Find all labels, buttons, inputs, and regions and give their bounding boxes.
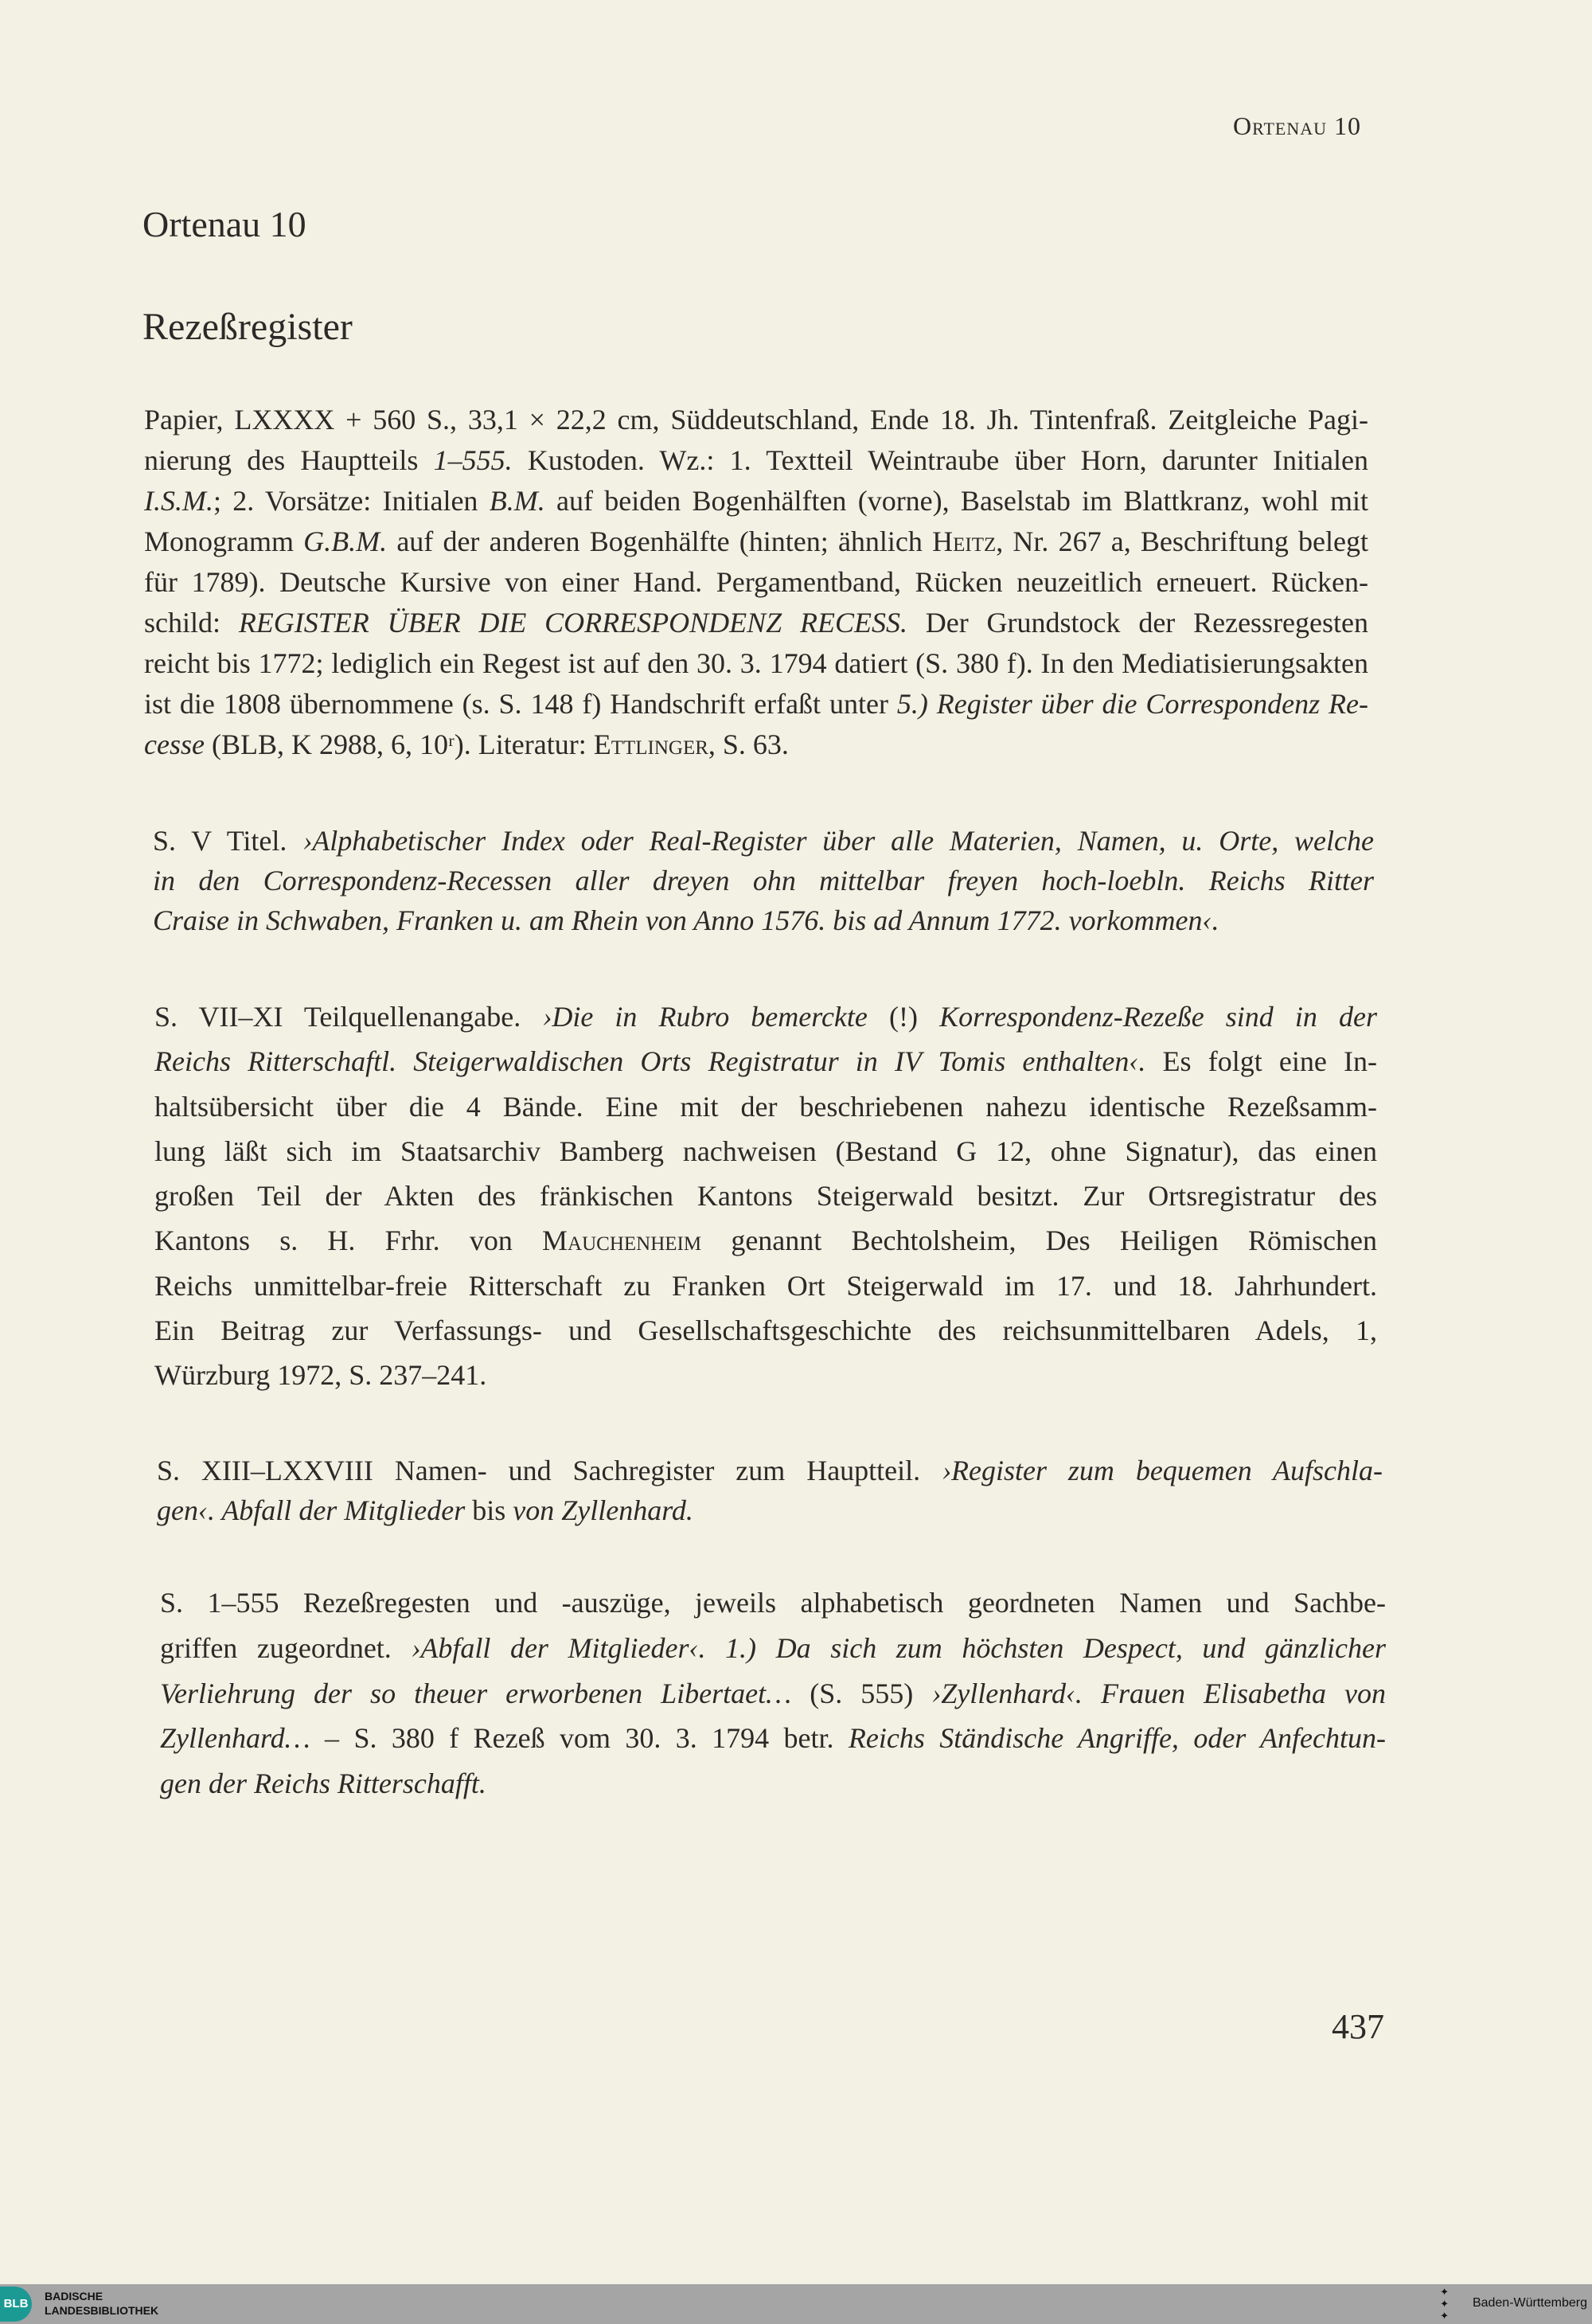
- library-name-line-1: BADISCHE: [45, 2290, 103, 2303]
- page-number: 437: [1332, 2007, 1384, 2046]
- italic-text: in den Correspondenz-Recessen aller dreyen ohn mittelbar freyen hoch-loebln. Reichs Ritter: [153, 865, 1374, 896]
- italic-text: Reichs Ritterschaftl. Steigerwaldischen Orts Registratur in IV Tomis enthalten‹.: [154, 1045, 1146, 1078]
- text-line: [144, 643, 1368, 684]
- italic-text: von Zyllenhard.: [513, 1494, 693, 1526]
- text-line: [154, 1129, 1377, 1174]
- text-line: [144, 481, 1368, 521]
- text-segment: (!): [867, 1001, 940, 1033]
- text-segment: (S. 555): [791, 1677, 932, 1709]
- text-line: [153, 821, 1374, 861]
- text-line: [144, 562, 1368, 603]
- register-paragraph: [157, 1451, 1383, 1530]
- text-segment: Kantons s. H. Frhr. von: [154, 1224, 543, 1257]
- text-line: [144, 521, 1368, 562]
- regesten-paragraph: [160, 1580, 1386, 1806]
- italic-text: Verliehrung der so theuer erworbenen Libertaet…: [160, 1677, 792, 1709]
- text-segment: S. V Titel.: [153, 825, 303, 857]
- text-segment: Monogramm: [144, 525, 304, 557]
- text-segment: genannt Bechtolsheim, Des Heiligen Römischen: [701, 1224, 1377, 1257]
- text-line: [154, 1084, 1377, 1129]
- text-segment: nierung des Hauptteils: [144, 444, 434, 476]
- text-segment: schild:: [144, 607, 239, 639]
- text-segment: (BLB, K 2988, 6, 10ʳ). Literatur:: [204, 728, 594, 760]
- italic-text: Korrespondenz-Rezeße sind in der: [939, 1001, 1377, 1033]
- text-line: [144, 725, 1368, 765]
- italic-text: ›Die in Rubro bemerckte: [542, 1001, 868, 1033]
- text-line: [144, 684, 1368, 725]
- text-line: [144, 440, 1368, 481]
- italic-text: ›Register zum bequemen Aufschla-: [942, 1455, 1383, 1486]
- running-head: Ortenau 10: [1232, 111, 1361, 140]
- text-line: [144, 400, 1368, 440]
- text-line: [154, 1353, 1377, 1397]
- text-segment: reicht bis 1772; lediglich ein Regest ist auf den 30. 3. 1794 datiert (S. 380 f). In den Mediatisierungsakten: [144, 647, 1368, 679]
- text-segment: , Nr. 267 a, Beschriftung belegt: [996, 525, 1368, 557]
- blb-logo-icon[interactable]: BLB: [0, 2287, 32, 2322]
- text-segment: Es folgt eine In-: [1145, 1045, 1378, 1078]
- text-segment: Kustoden. Wz.: 1. Textteil Weintraube über Horn, darunter Initialen: [512, 444, 1368, 476]
- text-line: [160, 1716, 1386, 1761]
- library-name: [45, 2289, 158, 2318]
- italic-text: ›Zyllenhard‹. Frauen Elisabetha von: [931, 1677, 1387, 1709]
- italic-text: 5.) Register über die Correspondenz Re-: [896, 688, 1368, 720]
- text-line: [154, 1174, 1377, 1218]
- text-segment: Reichs unmittelbar-freie Ritterschaft zu Franken Ort Steigerwald im 17. und 18. Jahrhundert.: [154, 1269, 1377, 1302]
- text-segment: großen Teil der Akten des fränkischen Kantons Steigerwald besitzt. Zur Ortsregistratur des: [154, 1180, 1377, 1213]
- italic-text: B.M.: [489, 485, 545, 517]
- description-paragraph: [144, 400, 1368, 765]
- smallcaps-text: Mauchenheim: [542, 1224, 702, 1257]
- text-line: [160, 1761, 1386, 1806]
- italic-text: REGISTER ÜBER DIE CORRESPONDENZ RECESS.: [238, 607, 907, 639]
- text-line: [154, 994, 1377, 1039]
- text-line: [157, 1490, 1383, 1530]
- text-segment: Ein Beitrag zur Verfassungs- und Gesellschaftsgeschichte des reichsunmittelbaren Adels, 1,: [154, 1314, 1377, 1347]
- italic-text: Zyllenhard…: [160, 1722, 310, 1755]
- text-segment: ist die 1808 übernommene (s. S. 148 f) Handschrift erfaßt unter: [144, 688, 897, 720]
- document-title: Rezeßregister: [142, 306, 353, 348]
- italic-text: ›Alphabetischer Index oder Real-Register über alle Materien, Namen, u. Orte, welche: [302, 825, 1374, 857]
- text-line: [154, 1218, 1377, 1263]
- text-line: [160, 1580, 1386, 1626]
- text-segment: auf der anderen Bogenhälfte (hinten; ähnlich: [387, 525, 933, 557]
- italic-text: gen der Reichs Ritterschafft.: [160, 1767, 486, 1800]
- text-segment: Der Grundstock der Rezessregesten: [907, 607, 1368, 639]
- text-segment: lung läßt sich im Staatsarchiv Bamberg nachweisen (Bestand G 12, ohne Signatur), das einen: [154, 1135, 1377, 1167]
- text-segment: S. 1–555 Rezeßregesten und -auszüge, jeweils alphabetisch geordneten Namen und Sachbe-: [160, 1587, 1386, 1619]
- text-line: [157, 1451, 1383, 1490]
- text-line: [154, 1039, 1377, 1084]
- text-line: [160, 1671, 1386, 1717]
- smallcaps-text: Heitz: [932, 525, 997, 557]
- text-segment: griffen zugeordnet.: [160, 1631, 412, 1664]
- section-title: Ortenau 10: [142, 204, 306, 244]
- italic-text: G.B.M.: [303, 525, 388, 557]
- text-line: [144, 603, 1368, 643]
- italic-text: Craise in Schwaben, Franken u. am Rhein von Anno 1576. bis ad Annum 1772. vorkommen‹.: [153, 904, 1219, 936]
- footer-bar: [0, 2284, 1592, 2324]
- text-segment: – S. 380 f Rezeß vom 30. 3. 1794 betr.: [310, 1722, 849, 1755]
- text-line: [153, 861, 1374, 900]
- text-line: [154, 1264, 1377, 1308]
- text-segment: S. XIII–LXXVIII Namen- und Sachregister zum Hauptteil.: [157, 1455, 942, 1486]
- text-line: [153, 900, 1374, 940]
- library-name-line-2: LANDESBIBLIOTHEK: [45, 2304, 159, 2317]
- italic-text: ›Abfall der Mitglieder‹. 1.) Da sich zum höchsten Despect, und gänzlicher: [411, 1631, 1386, 1664]
- text-segment: bis: [465, 1494, 513, 1526]
- italic-text: I.S.M.: [144, 485, 213, 517]
- text-segment: auf beiden Bogenhälften (vorne), Baselstab im Blattkranz, wohl mit: [544, 485, 1368, 517]
- state-name: Baden-Württemberg: [1472, 2296, 1587, 2310]
- text-segment: ; 2. Vorsätze: Initialen: [213, 485, 490, 517]
- text-segment: S. VII–XI Teilquellenangabe.: [154, 1001, 543, 1033]
- text-segment: für 1789). Deutsche Kursive von einer Hand. Pergamentband, Rücken neuzeitlich erneuert. Rücken-: [144, 566, 1368, 598]
- text-line: [160, 1626, 1386, 1671]
- italic-text: 1–555.: [433, 444, 513, 476]
- italic-text: Reichs Ständische Angriffe, oder Anfechtun-: [848, 1722, 1386, 1755]
- lions-coat-of-arms-icon: ✦ ✦ ✦: [1440, 2286, 1449, 2322]
- sources-paragraph: [154, 994, 1377, 1398]
- smallcaps-text: Ettlinger: [593, 728, 708, 760]
- text-line: [154, 1308, 1377, 1353]
- title-paragraph: [153, 821, 1374, 940]
- italic-text: gen‹. Abfall der Mitglieder: [157, 1494, 466, 1526]
- italic-text: cesse: [144, 728, 205, 760]
- text-segment: , S. 63.: [708, 728, 789, 760]
- text-segment: Papier, LXXXX + 560 S., 33,1 × 22,2 cm, Süddeutschland, Ende 18. Jh. Tintenfraß. Zeitgleiche Pagi-: [144, 404, 1368, 436]
- text-segment: haltsübersicht über die 4 Bände. Eine mit der beschriebenen nahezu identische Rezeßsamm-: [154, 1090, 1377, 1123]
- text-segment: Würzburg 1972, S. 237–241.: [154, 1359, 487, 1392]
